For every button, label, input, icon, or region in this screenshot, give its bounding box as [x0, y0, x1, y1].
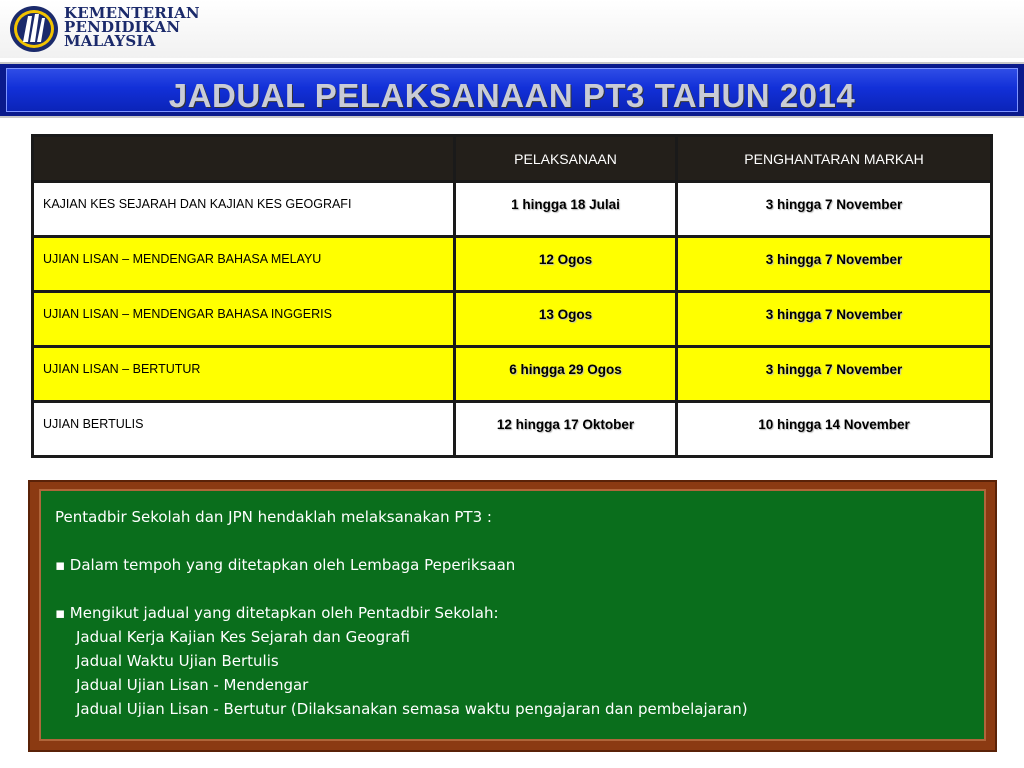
header-cell-subject: [33, 136, 455, 182]
schedule-table: [31, 134, 993, 458]
ministry-line-3: MALAYSIA: [64, 32, 156, 50]
title-bar: [0, 62, 1024, 118]
penghantaran-cell: 3 hingga 7 November: [677, 182, 992, 237]
pelaksanaan-cell: 6 hingga 29 Ogos: [455, 347, 677, 402]
table-row: [33, 182, 992, 237]
note-sub-item: Jadual Kerja Kajian Kes Sejarah dan Geografi: [76, 628, 410, 646]
note-sub-item: Jadual Ujian Lisan - Mendengar: [76, 676, 309, 694]
table-row: [33, 292, 992, 347]
note-intro: Pentadbir Sekolah dan JPN hendaklah melaksanakan PT3 :: [55, 508, 492, 526]
note-sub-item: Jadual Ujian Lisan - Bertutur (Dilaksanakan semasa waktu pengajaran dan pembelajaran): [76, 700, 748, 718]
page-title: JADUAL PELAKSANAAN PT3 TAHUN 2014: [168, 77, 856, 114]
pelaksanaan-cell: 13 Ogos: [455, 292, 677, 347]
pelaksanaan-cell: 1 hingga 18 Julai: [455, 182, 677, 237]
header-cell-pelaksanaan: PELAKSANAAN: [455, 136, 677, 182]
table-row: [33, 347, 992, 402]
penghantaran-cell: 3 hingga 7 November: [677, 347, 992, 402]
note-bullet-item: [55, 553, 748, 577]
table-header-row: [33, 136, 992, 182]
note-bullet-item: [55, 601, 748, 625]
subject-cell: UJIAN LISAN – MENDENGAR BAHASA INGGERIS: [33, 292, 455, 347]
instruction-note: [55, 505, 748, 721]
pelaksanaan-cell: 12 hingga 17 Oktober: [455, 402, 677, 457]
note-bullet-text: Mengikut jadual yang ditetapkan oleh Pentadbir Sekolah:: [69, 604, 499, 622]
kpm-logo-icon: [8, 4, 60, 54]
header-cell-penghantaran: PENGHANTARAN MARKAH: [677, 136, 992, 182]
header-bar: [0, 0, 1024, 58]
subject-cell: UJIAN LISAN – MENDENGAR BAHASA MELAYU: [33, 237, 455, 292]
ministry-line-1: KEMENTERIAN: [64, 4, 200, 22]
subject-cell: UJIAN BERTULIS: [33, 402, 455, 457]
square-bullet-icon: ▪: [55, 604, 66, 622]
ministry-name: [64, 6, 200, 48]
penghantaran-cell: 3 hingga 7 November: [677, 237, 992, 292]
pelaksanaan-cell: 12 Ogos: [455, 237, 677, 292]
note-bullet-text: Dalam tempoh yang ditetapkan oleh Lembaga Peperiksaan: [69, 556, 516, 574]
penghantaran-cell: 3 hingga 7 November: [677, 292, 992, 347]
subject-cell: KAJIAN KES SEJARAH DAN KAJIAN KES GEOGRAFI: [33, 182, 455, 237]
chalkboard-frame: [28, 480, 997, 752]
penghantaran-cell: 10 hingga 14 November: [677, 402, 992, 457]
table-row: [33, 237, 992, 292]
title-panel: [6, 68, 1018, 112]
ministry-line-2: PENDIDIKAN: [64, 18, 181, 36]
chalkboard: [39, 489, 986, 741]
subject-cell: UJIAN LISAN – BERTUTUR: [33, 347, 455, 402]
square-bullet-icon: ▪: [55, 556, 66, 574]
note-sub-item: Jadual Waktu Ujian Bertulis: [76, 652, 279, 670]
table-row: [33, 402, 992, 457]
